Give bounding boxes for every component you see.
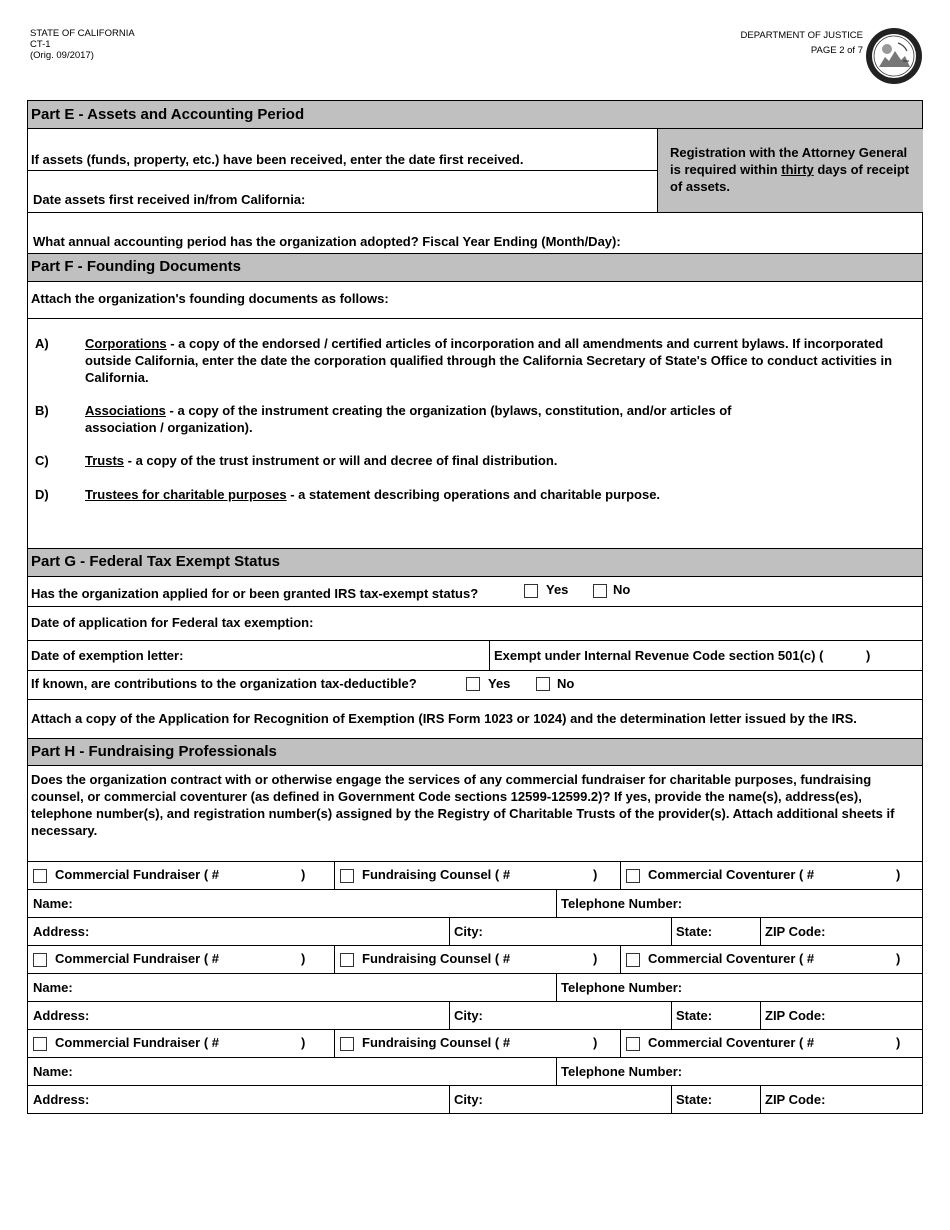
fundraising-counsel-close: ) [593,951,598,966]
item-text: - a statement describing operations and charitable purpose. [286,487,661,502]
provider-address-row [27,918,923,946]
california-doj-seal-icon [865,27,923,85]
form-number: CT-1 [30,39,51,50]
registration-note [670,144,920,195]
fundraising-counsel-label: Fundraising Counsel ( # [362,867,511,882]
commercial-fundraiser-checkbox[interactable] [33,953,47,967]
attach-irs-row [27,700,923,739]
address-label: Address: [33,924,90,939]
501c-subsection-input[interactable] [850,645,864,665]
provider-type-row [27,946,923,974]
zip-label: ZIP Code: [765,1092,826,1107]
item-text: - a copy of the endorsed / certified articles of incorporation and all amendments and current bylaws. If incorporated outside California, enter the date the corporation qualified through the California Secretary of State's Office to conduct activities in California. [85,336,893,385]
commercial-fundraiser-label: Commercial Fundraiser ( # [55,1035,219,1050]
fundraising-counsel-label: Fundraising Counsel ( # [362,1035,511,1050]
part-e-assets-block [27,129,923,213]
city-input[interactable] [490,1089,665,1111]
date-assets-label: Date assets first received in/from California: [33,192,306,207]
application-date-label: Date of application for Federal tax exemption: [31,615,314,630]
commercial-fundraiser-checkbox[interactable] [33,869,47,883]
commercial-fundraiser-close: ) [301,1035,306,1050]
irs-question: Has the organization applied for or been granted IRS tax-exempt status? [31,586,479,601]
form-revision: (Orig. 09/2017) [30,50,94,61]
commercial-fundraiser-close: ) [301,951,306,966]
fundraising-counsel-checkbox[interactable] [340,1037,354,1051]
form-header-right [741,28,863,58]
zip-input[interactable] [838,1089,918,1111]
commercial-coventurer-close: ) [896,1035,901,1050]
state-input[interactable] [720,921,755,943]
part-e-title: Part E - Assets and Accounting Period [31,106,305,123]
item-body [85,402,805,436]
part-e-header [27,100,923,129]
item-text: - a copy of the trust instrument or will and decree of final distribution. [124,453,558,468]
item-body [85,335,910,386]
item-term: Trusts [85,453,125,468]
deductible-row [27,671,923,700]
fundraising-counsel-close: ) [593,867,598,882]
city-input[interactable] [490,921,665,943]
address-label: Address: [33,1008,90,1023]
deductible-yes-checkbox[interactable] [466,677,480,691]
city-label: City: [454,924,483,939]
telephone-label: Telephone Number: [561,980,683,995]
assets-divider [28,170,657,171]
provider-block [27,1030,923,1114]
exemption-letter-row [27,641,923,671]
telephone-input[interactable] [698,1061,913,1083]
irs-yes-label: Yes [546,582,569,597]
item-term: Corporations [85,336,167,351]
deductible-no-checkbox[interactable] [536,677,550,691]
telephone-input[interactable] [698,893,913,915]
fundraising-counsel-close: ) [593,1035,598,1050]
registration-note-thirty: thirty [781,162,814,177]
accounting-period-label: What annual accounting period has the organization adopted? Fiscal Year Ending (Month/Day): [33,234,621,249]
address-input[interactable] [98,1005,443,1027]
commercial-fundraiser-label: Commercial Fundraiser ( # [55,951,219,966]
provider-block [27,862,923,946]
provider-name-row [27,974,923,1002]
commercial-coventurer-checkbox[interactable] [626,953,640,967]
provider-blocks [27,862,923,1114]
application-date-row [27,607,923,641]
item-term: Trustees for charitable purposes [85,487,287,502]
department-label: DEPARTMENT OF JUSTICE [740,30,863,41]
provider-name-row [27,890,923,918]
provider-block [27,946,923,1030]
item-body [85,452,910,469]
provider-address-row [27,1086,923,1114]
fundraising-counsel-checkbox[interactable] [340,869,354,883]
page-number: PAGE 2 of 7 [810,45,863,56]
item-letter: A) [35,336,49,351]
provider-name-row [27,1058,923,1086]
zip-input[interactable] [838,921,918,943]
state-label: State: [676,1008,713,1023]
form-header-left [30,28,135,61]
founding-documents-list [27,319,923,549]
city-label: City: [454,1092,483,1107]
exempt-under-label: Exempt under Internal Revenue Code section 501(c) ( [494,648,824,663]
date-assets-input[interactable] [278,186,648,206]
commercial-coventurer-checkbox[interactable] [626,1037,640,1051]
city-label: City: [454,1008,483,1023]
item-body [85,486,910,503]
commercial-coventurer-label: Commercial Coventurer ( # [648,1035,815,1050]
state-label: State: [676,1092,713,1107]
address-input[interactable] [98,1089,443,1111]
irs-yes-checkbox[interactable] [524,584,538,598]
exemption-letter-label: Date of exemption letter: [31,648,184,663]
attach-irs-note: Attach a copy of the Application for Recognition of Exemption (IRS Form 1023 or 1024) and the determination letter issued by the IRS. [31,711,857,726]
fundraising-counsel-checkbox[interactable] [340,953,354,967]
name-input[interactable] [78,977,548,999]
zip-label: ZIP Code: [765,924,826,939]
state-input[interactable] [720,1005,755,1027]
commercial-coventurer-label: Commercial Coventurer ( # [648,867,815,882]
item-text: - a copy of the instrument creating the organization (bylaws, constitution, and/or articles of association / organization). [85,403,732,435]
part-h-title: Part H - Fundraising Professionals [31,743,277,760]
deductible-question: If known, are contributions to the organization tax-deductible? [31,676,417,691]
part-h-header [27,739,923,766]
part-f-intro: Attach the organization's founding documents as follows: [31,291,389,306]
zip-label: ZIP Code: [765,1008,826,1023]
accounting-period-row [27,213,923,254]
name-label: Name: [33,896,73,911]
commercial-coventurer-checkbox[interactable] [626,869,640,883]
name-input[interactable] [78,893,548,915]
state-label: STATE OF CALIFORNIA [30,28,135,39]
state-input[interactable] [720,1089,755,1111]
commercial-fundraiser-label: Commercial Fundraiser ( # [55,867,219,882]
commercial-fundraiser-close: ) [301,867,306,882]
city-input[interactable] [490,1005,665,1027]
name-label: Name: [33,1064,73,1079]
item-letter: B) [35,403,49,418]
telephone-label: Telephone Number: [561,1064,683,1079]
commercial-fundraiser-checkbox[interactable] [33,1037,47,1051]
deductible-no-label: No [557,676,575,691]
part-f-title: Part F - Founding Documents [31,258,241,275]
fundraising-counsel-label: Fundraising Counsel ( # [362,951,511,966]
commercial-coventurer-label: Commercial Coventurer ( # [648,951,815,966]
part-g-header [27,549,923,577]
irs-status-row [27,577,923,607]
item-letter: C) [35,453,49,468]
address-label: Address: [33,1092,90,1107]
commercial-coventurer-close: ) [896,867,901,882]
provider-type-row [27,862,923,890]
fundraising-question: Does the organization contract with or otherwise engage the services of any commercial fundraiser for charitable purposes, fundraising counsel, or commercial coventurer (as defined in Government Code sections 12599-12599.2)? If yes, provide the name(s), address(es), telephone number(s), and registration number(s) assigned by the Registry of Charitable Trusts of the provider(s). Attach additional sheets if necessary. [31,772,895,838]
fundraising-question-row [27,766,923,862]
irs-no-label: No [613,582,631,597]
part-f-intro-row [27,282,923,319]
telephone-label: Telephone Number: [561,896,683,911]
registration-note-pre: Registration with the Attorney General is required within [670,145,908,177]
commercial-coventurer-close: ) [896,951,901,966]
item-term: Associations [85,403,166,418]
irs-no-checkbox[interactable] [593,584,607,598]
ct1-form-page-2 [27,100,923,1114]
telephone-input[interactable] [698,977,913,999]
zip-input[interactable] [838,1005,918,1027]
state-label: State: [676,924,713,939]
part-g-title: Part G - Federal Tax Exempt Status [31,553,280,570]
assets-received-text: If assets (funds, property, etc.) have been received, enter the date first received. [31,152,524,167]
provider-type-row [27,1030,923,1058]
deductible-yes-label: Yes [488,676,511,691]
part-f-header [27,254,923,282]
registration-note-post: days of receipt of assets. [670,162,910,194]
provider-address-row [27,1002,923,1030]
name-label: Name: [33,980,73,995]
item-letter: D) [35,487,49,502]
application-date-input[interactable] [338,612,908,634]
name-input[interactable] [78,1061,548,1083]
exempt-under-close: ) [866,648,871,663]
address-input[interactable] [98,921,443,943]
